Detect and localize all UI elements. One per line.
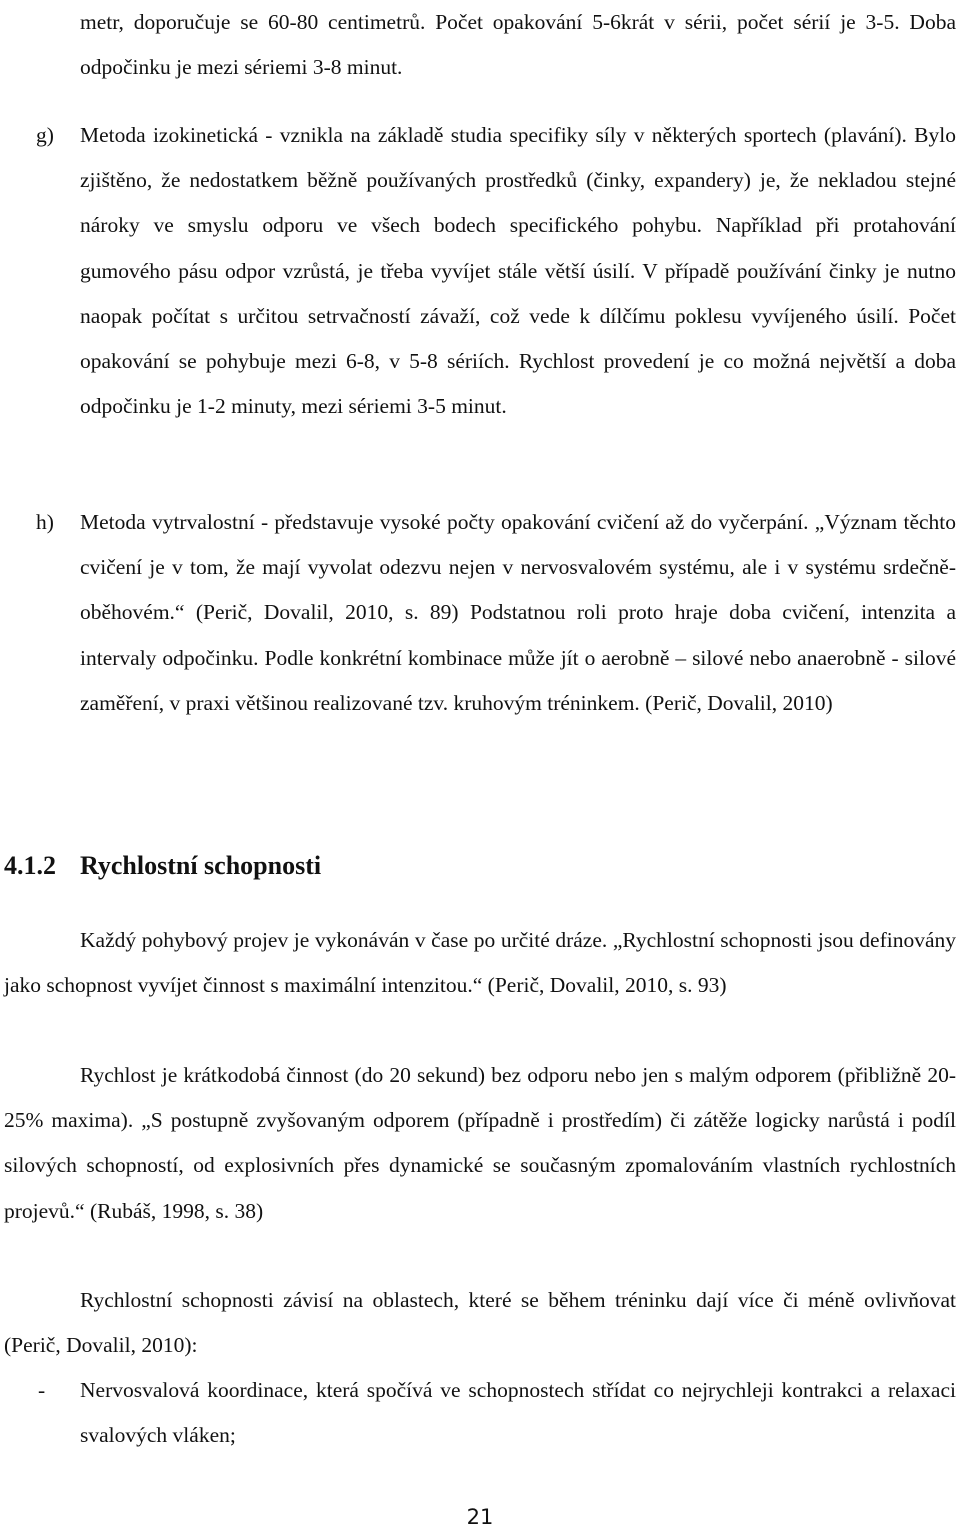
list-item-g <box>36 113 956 429</box>
list-marker: g) <box>36 123 54 147</box>
paragraph-text: Každý pohybový projev je vykonáván v čase po určité dráze. „Rychlostní schopnosti jsou definovány jako schopnost vyvíjet činnost s maximální intenzitou.“ (Perič, Dovalil, 2010, s. 93) <box>4 928 956 998</box>
section-heading <box>4 846 321 886</box>
section-number: 4.1.2 <box>4 851 56 880</box>
paragraph-continuation <box>80 0 956 90</box>
section-title: Rychlostní schopnosti <box>80 851 322 880</box>
bullet-marker: - <box>38 1378 46 1402</box>
body-paragraph-1 <box>4 918 956 1008</box>
list-marker: h) <box>36 510 54 534</box>
body-paragraph-3 <box>4 1278 956 1368</box>
paragraph-text: Rychlost je krátkodobá činnost (do 20 sekund) bez odporu nebo jen s malým odporem (přibližně 20-25% maxima). „S postupně zvyšovaným odporem (případně i prostředím) či zátěže logicky narůstá i podíl silových schopností, od explosivních přes dynamické se současným zpomalováním vlastních rychlostních projevů.“ (Rubáš, 1998, s. 38) <box>4 1063 956 1223</box>
list-item-text: Metoda izokinetická - vznikla na základě studia specifiky síly v některých sportech (plavání). Bylo zjištěno, že nedostatkem běžně používaných prostředků (činky, expandery) je, že nekladou stejné nároky ve smyslu odporu ve všech bodech specifického pohybu. Například při protahování gumového pásu odpor vzrůstá, je třeba vyvíjet stále větší úsilí. V případě používání činky je nutno naopak počítat s určitou setrvačností závaží, což vede k dílčímu poklesu vyvíjeného úsilí. Počet opakování se pohybuje mezi 6-8, v 5-8 sériích. Rychlost provedení je co možná největší a doba odpočinku je 1-2 minuty, mezi sériemi 3-5 minut. <box>80 123 956 419</box>
list-item-text: Metoda vytrvalostní - představuje vysoké počty opakování cvičení až do vyčerpání. „Význam těchto cvičení je v tom, že mají vyvolat odezvu nejen v nervosvalovém systému, ale i v systému srdečně-oběhovém.“ (Perič, Dovalil, 2010, s. 89) Podstatnou roli proto hraje doba cvičení, intenzita a intervaly odpočinku. Podle konkrétní kombinace může jít o aerobně – silové nebo anaerobně - silové zaměření, v praxi většinou realizované tzv. kruhovým tréninkem. (Perič, Dovalil, 2010) <box>80 510 956 715</box>
body-paragraph-2 <box>4 1053 956 1234</box>
paragraph-text: Rychlostní schopnosti závisí na oblastech, které se během tréninku dají více či méně ovlivňovat (Perič, Dovalil, 2010): <box>4 1288 956 1358</box>
page-number: 21 <box>466 1505 494 1529</box>
bullet-item <box>38 1368 956 1458</box>
list-item-h <box>36 500 956 726</box>
bullet-text: Nervosvalová koordinace, která spočívá ve schopnostech střídat co nejrychleji kontrakci a relaxaci svalových vláken; <box>80 1378 956 1448</box>
paragraph-text: metr, doporučuje se 60-80 centimetrů. Počet opakování 5-6krát v sérii, počet sérií je 3-5. Doba odpočinku je mezi sériemi 3-8 minut. <box>80 10 956 80</box>
